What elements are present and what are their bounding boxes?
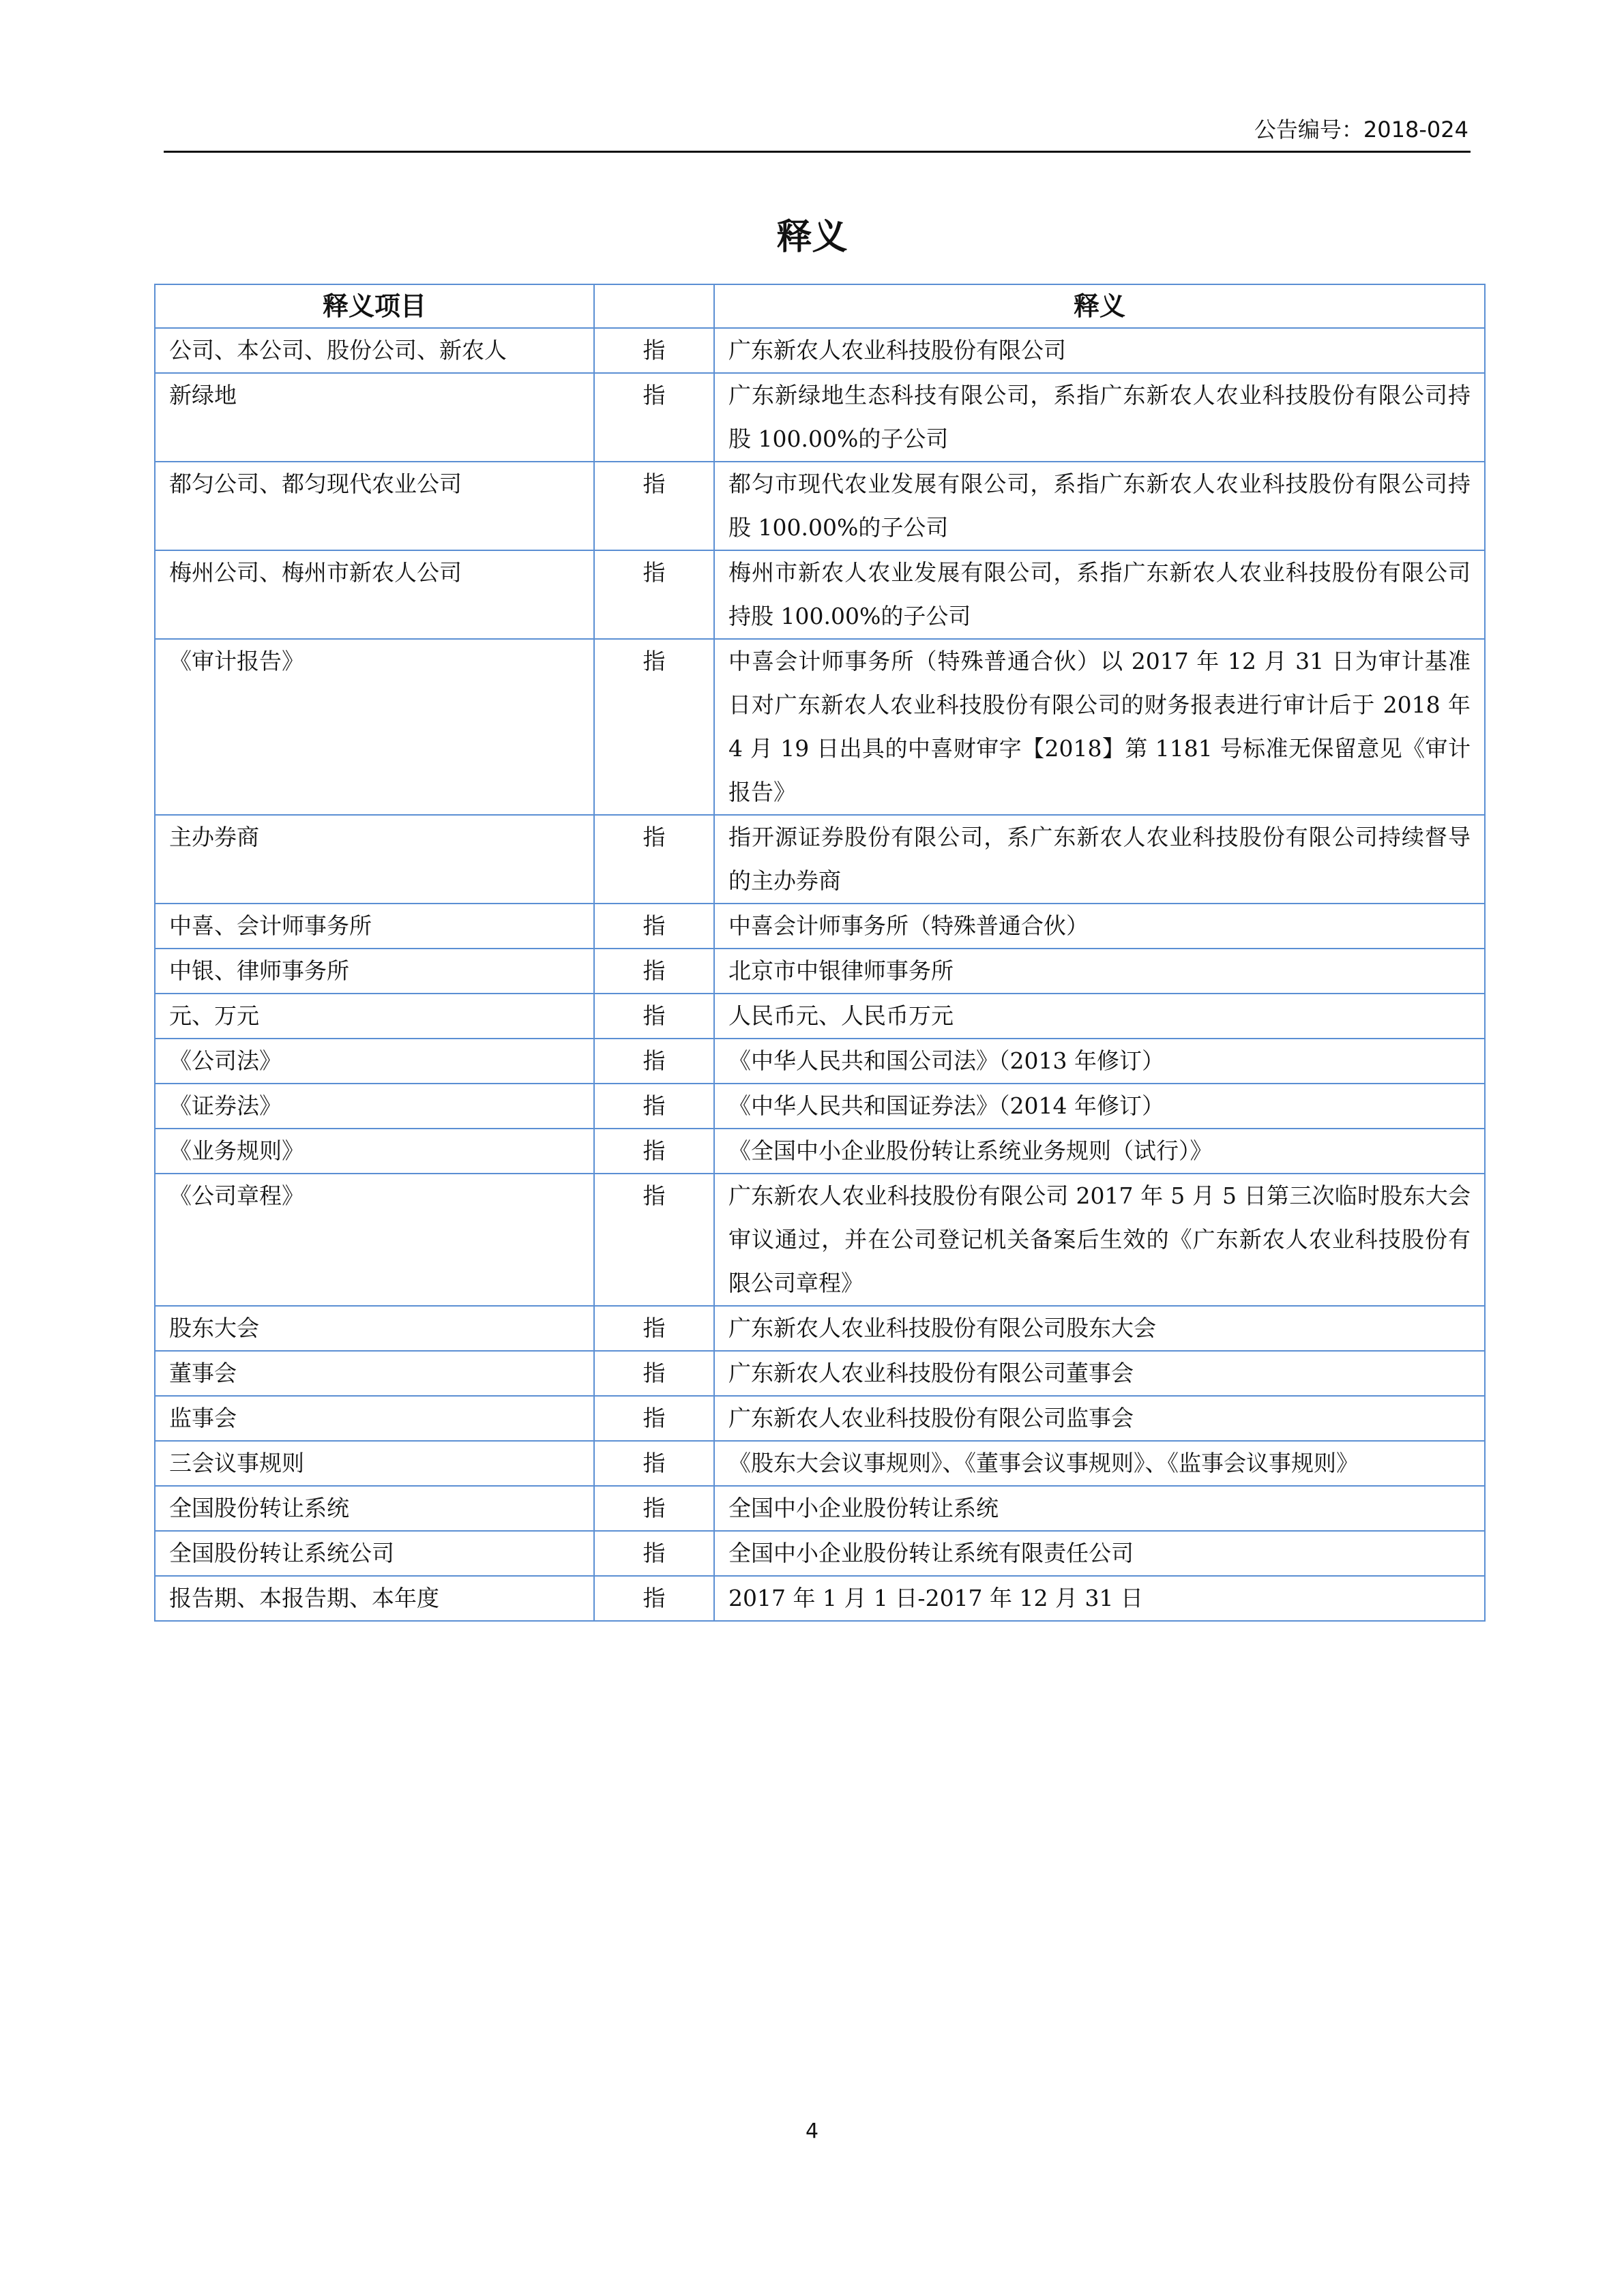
term-cell: 监事会: [155, 1396, 594, 1441]
ref-cell: 指: [594, 904, 714, 949]
table-body: [155, 328, 1485, 1621]
term-cell: 公司、本公司、股份公司、新农人: [155, 328, 594, 373]
ref-cell: 指: [594, 1576, 714, 1621]
ref-cell: 指: [594, 373, 714, 462]
table-row: [155, 1531, 1485, 1576]
ref-cell: 指: [594, 949, 714, 994]
ref-cell: 指: [594, 815, 714, 904]
table-row: [155, 1441, 1485, 1486]
term-cell: 梅州公司、梅州市新农人公司: [155, 550, 594, 639]
term-cell: 三会议事规则: [155, 1441, 594, 1486]
table-row: [155, 1486, 1485, 1531]
term-cell: 报告期、本报告期、本年度: [155, 1576, 594, 1621]
term-cell: 股东大会: [155, 1306, 594, 1351]
table-row: [155, 1174, 1485, 1306]
table-row: [155, 328, 1485, 373]
table-row: [155, 1039, 1485, 1084]
table-row: [155, 1084, 1485, 1129]
table-row: [155, 815, 1485, 904]
term-cell: 都匀公司、都匀现代农业公司: [155, 462, 594, 550]
header-ref: [594, 284, 714, 328]
meaning-cell: 都匀市现代农业发展有限公司，系指广东新农人农业科技股份有限公司持股 100.00%的子公司: [714, 462, 1485, 550]
meaning-cell: 《股东大会议事规则》、《董事会议事规则》、《监事会议事规则》: [714, 1441, 1485, 1486]
ref-cell: 指: [594, 1174, 714, 1306]
ref-cell: 指: [594, 1129, 714, 1174]
page-number: 4: [805, 2119, 819, 2143]
meaning-cell: 全国中小企业股份转让系统有限责任公司: [714, 1531, 1485, 1576]
term-cell: 中喜、会计师事务所: [155, 904, 594, 949]
header-meaning: 释义: [714, 284, 1485, 328]
term-cell: 中银、律师事务所: [155, 949, 594, 994]
term-cell: 《公司法》: [155, 1039, 594, 1084]
meaning-cell: 2017 年 1 月 1 日-2017 年 12 月 31 日: [714, 1576, 1485, 1621]
table-row: [155, 639, 1485, 815]
header-divider: [164, 151, 1471, 153]
term-cell: 董事会: [155, 1351, 594, 1396]
ref-cell: 指: [594, 328, 714, 373]
term-cell: 新绿地: [155, 373, 594, 462]
meaning-cell: 广东新农人农业科技股份有限公司: [714, 328, 1485, 373]
ref-cell: 指: [594, 1531, 714, 1576]
ref-cell: 指: [594, 639, 714, 815]
ref-cell: 指: [594, 1039, 714, 1084]
table-row: [155, 462, 1485, 550]
table-row: [155, 949, 1485, 994]
definitions-table: [154, 284, 1486, 1622]
table-row: [155, 1306, 1485, 1351]
meaning-cell: 全国中小企业股份转让系统: [714, 1486, 1485, 1531]
table-row: [155, 1396, 1485, 1441]
table-row: [155, 1576, 1485, 1621]
page-title: 释义: [776, 217, 848, 258]
ref-cell: 指: [594, 1351, 714, 1396]
announcement-number: 公告编号：2018-024: [1254, 117, 1468, 143]
term-cell: 全国股份转让系统公司: [155, 1531, 594, 1576]
meaning-cell: 广东新绿地生态科技有限公司，系指广东新农人农业科技股份有限公司持股 100.00%的子公司: [714, 373, 1485, 462]
term-cell: 《证券法》: [155, 1084, 594, 1129]
meaning-cell: 中喜会计师事务所（特殊普通合伙）: [714, 904, 1485, 949]
meaning-cell: 《中华人民共和国证券法》（2014 年修订）: [714, 1084, 1485, 1129]
ref-cell: 指: [594, 1084, 714, 1129]
table-row: [155, 373, 1485, 462]
meaning-cell: 人民币元、人民币万元: [714, 994, 1485, 1039]
term-cell: 元、万元: [155, 994, 594, 1039]
term-cell: 《业务规则》: [155, 1129, 594, 1174]
table-row: [155, 1129, 1485, 1174]
ref-cell: 指: [594, 462, 714, 550]
term-cell: 全国股份转让系统: [155, 1486, 594, 1531]
header-term: 释义项目: [155, 284, 594, 328]
table-row: [155, 994, 1485, 1039]
term-cell: 《公司章程》: [155, 1174, 594, 1306]
meaning-cell: 广东新农人农业科技股份有限公司董事会: [714, 1351, 1485, 1396]
meaning-cell: 北京市中银律师事务所: [714, 949, 1485, 994]
meaning-cell: 广东新农人农业科技股份有限公司 2017 年 5 月 5 日第三次临时股东大会审议通过，并在公司登记机关备案后生效的《广东新农人农业科技股份有限公司章程》: [714, 1174, 1485, 1306]
table-row: [155, 550, 1485, 639]
meaning-cell: 广东新农人农业科技股份有限公司股东大会: [714, 1306, 1485, 1351]
ref-cell: 指: [594, 994, 714, 1039]
meaning-cell: 《中华人民共和国公司法》（2013 年修订）: [714, 1039, 1485, 1084]
table-row: [155, 904, 1485, 949]
meaning-cell: 中喜会计师事务所（特殊普通合伙）以 2017 年 12 月 31 日为审计基准日对广东新农人农业科技股份有限公司的财务报表进行审计后于 2018 年 4 月 19 日出具的中喜财审字【2018】第 1181 号标准无保留意见《审计报告》: [714, 639, 1485, 815]
ref-cell: 指: [594, 1486, 714, 1531]
term-cell: 主办券商: [155, 815, 594, 904]
ref-cell: 指: [594, 1441, 714, 1486]
term-cell: 《审计报告》: [155, 639, 594, 815]
meaning-cell: 梅州市新农人农业发展有限公司，系指广东新农人农业科技股份有限公司持股 100.00%的子公司: [714, 550, 1485, 639]
table-row: [155, 1351, 1485, 1396]
meaning-cell: 指开源证券股份有限公司，系广东新农人农业科技股份有限公司持续督导的主办券商: [714, 815, 1485, 904]
table-header-row: [155, 284, 1485, 328]
ref-cell: 指: [594, 1306, 714, 1351]
meaning-cell: 广东新农人农业科技股份有限公司监事会: [714, 1396, 1485, 1441]
meaning-cell: 《全国中小企业股份转让系统业务规则（试行）》: [714, 1129, 1485, 1174]
ref-cell: 指: [594, 1396, 714, 1441]
ref-cell: 指: [594, 550, 714, 639]
